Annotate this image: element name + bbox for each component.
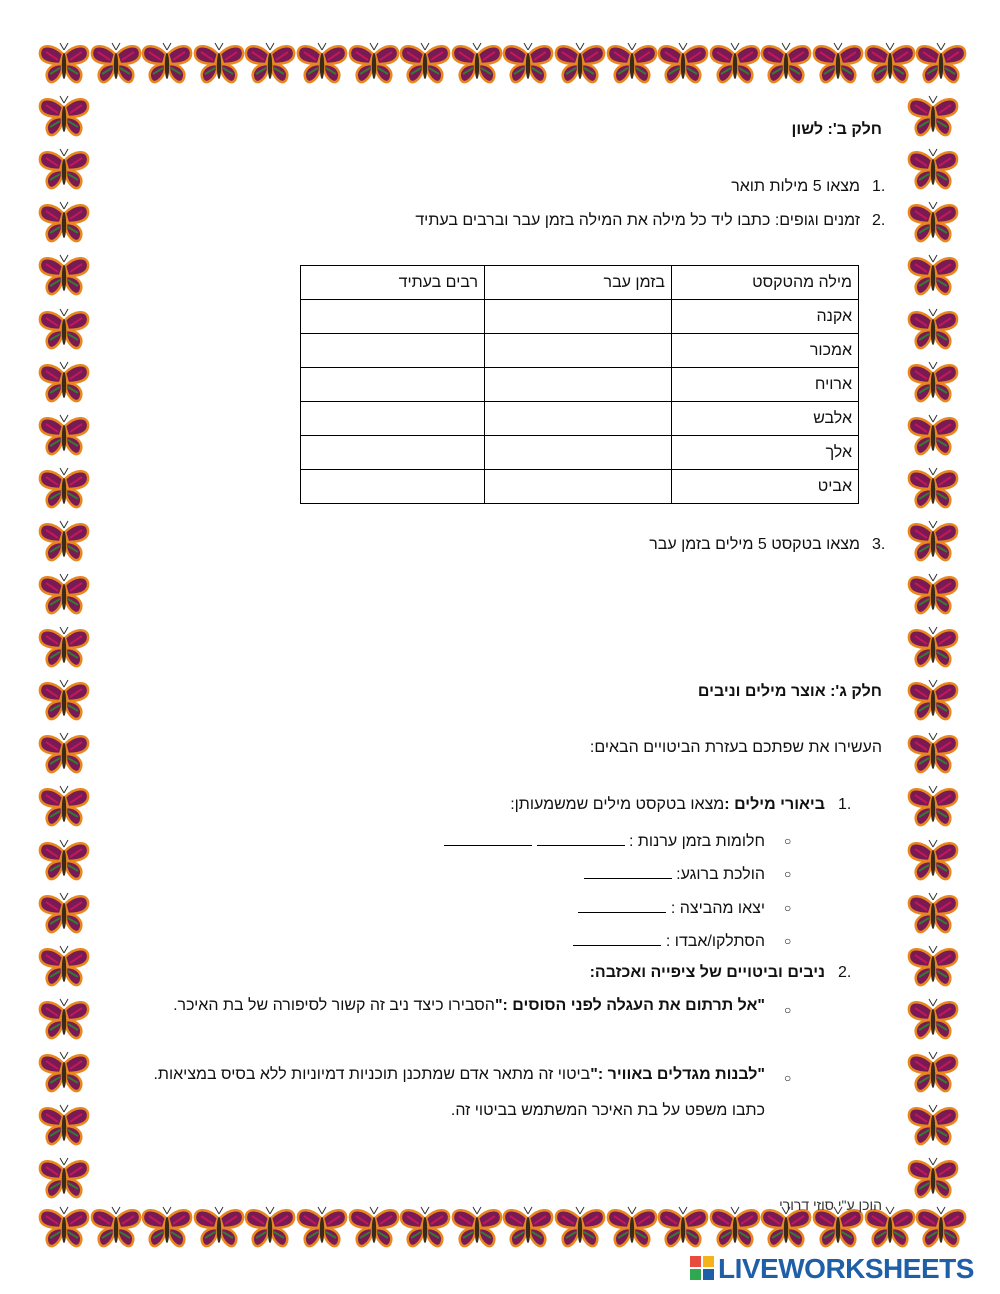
butterfly-icon bbox=[709, 42, 761, 88]
butterfly-icon bbox=[38, 945, 90, 991]
table-header-row bbox=[301, 266, 859, 300]
butterfly-icon bbox=[915, 1206, 967, 1252]
butterfly-icon bbox=[907, 414, 959, 460]
item2-number: 2. bbox=[838, 964, 852, 981]
butterfly-icon bbox=[38, 626, 90, 672]
item2-title: ניבים וביטויים של ציפייה ואכזבה: bbox=[589, 964, 825, 981]
q2-text: זמנים וגופים: כתבו ליד כל מילה את המילה בזמן עבר וברבים בעתיד bbox=[415, 212, 860, 229]
bullet-icon: ○ bbox=[784, 867, 792, 881]
idiom-2-rest: ביטוי זה מתאר אדם שמתכנן תוכניות דמיוניות ללא בסיס במציאות. כתבו משפט על בת האיכר המשתמש בביטוי זה. bbox=[153, 1066, 765, 1119]
butterfly-icon bbox=[606, 1206, 658, 1252]
q3-text: מצאו בטקסט 5 מילים בזמן עבר bbox=[649, 536, 860, 553]
butterfly-icon bbox=[907, 1051, 959, 1097]
butterfly-icon bbox=[296, 1206, 348, 1252]
butterfly-icon bbox=[38, 1206, 90, 1252]
butterfly-icon bbox=[657, 42, 709, 88]
bullet-icon: ○ bbox=[784, 1003, 792, 1017]
butterfly-icon bbox=[907, 945, 959, 991]
butterfly-icon bbox=[907, 626, 959, 672]
butterfly-icon bbox=[399, 42, 451, 88]
butterfly-icon bbox=[657, 1206, 709, 1252]
word-cell: אלבש bbox=[672, 402, 859, 436]
header-word: מילה מהטקסט bbox=[672, 266, 859, 300]
sub-item-3 bbox=[578, 898, 765, 918]
butterfly-icon bbox=[38, 42, 90, 88]
table-row bbox=[301, 300, 859, 334]
butterfly-icon bbox=[907, 839, 959, 885]
butterfly-icon bbox=[709, 1206, 761, 1252]
past-tense-cell[interactable] bbox=[485, 334, 672, 368]
future-plural-cell[interactable] bbox=[301, 300, 485, 334]
answer-blank[interactable] bbox=[573, 931, 661, 946]
butterfly-icon bbox=[193, 42, 245, 88]
future-plural-cell[interactable] bbox=[301, 368, 485, 402]
future-plural-cell[interactable] bbox=[301, 470, 485, 504]
table-row bbox=[301, 334, 859, 368]
past-tense-cell[interactable] bbox=[485, 300, 672, 334]
butterfly-icon bbox=[915, 42, 967, 88]
butterfly-icon bbox=[554, 42, 606, 88]
butterfly-icon bbox=[760, 42, 812, 88]
butterfly-icon bbox=[907, 308, 959, 354]
butterfly-icon bbox=[907, 148, 959, 194]
future-plural-cell[interactable] bbox=[301, 334, 485, 368]
butterfly-icon bbox=[38, 520, 90, 566]
liveworksheets-logo-text: LIVEWORKSHEETS bbox=[718, 1253, 974, 1284]
table-row bbox=[301, 402, 859, 436]
bullet-icon: ○ bbox=[784, 901, 792, 915]
butterfly-icon bbox=[38, 201, 90, 247]
past-tense-cell[interactable] bbox=[485, 368, 672, 402]
butterfly-icon bbox=[907, 998, 959, 1044]
butterfly-icon bbox=[812, 42, 864, 88]
word-cell: אביט bbox=[672, 470, 859, 504]
item1-line bbox=[510, 796, 825, 814]
bullet-icon: ○ bbox=[784, 834, 792, 848]
word-cell: אמכור bbox=[672, 334, 859, 368]
butterfly-icon bbox=[141, 1206, 193, 1252]
butterfly-icon bbox=[244, 1206, 296, 1252]
butterfly-icon bbox=[554, 1206, 606, 1252]
butterfly-icon bbox=[193, 1206, 245, 1252]
bullet-icon: ○ bbox=[784, 1071, 792, 1085]
idiom-2-bold: "לבנות מגדלים באוויר :" bbox=[590, 1066, 765, 1083]
word-cell: אלך bbox=[672, 436, 859, 470]
idiom-1-bold: "אל תרתום את העגלה לפני הסוסים :" bbox=[494, 997, 765, 1014]
butterfly-icon bbox=[38, 308, 90, 354]
butterfly-icon bbox=[296, 42, 348, 88]
butterfly-icon bbox=[38, 95, 90, 141]
butterfly-icon bbox=[244, 42, 296, 88]
butterfly-icon bbox=[399, 1206, 451, 1252]
butterfly-icon bbox=[38, 573, 90, 619]
sub-item-2 bbox=[584, 864, 765, 884]
butterfly-icon bbox=[38, 467, 90, 513]
past-tense-cell[interactable] bbox=[485, 470, 672, 504]
header-past: בזמן עבר bbox=[485, 266, 672, 300]
butterfly-icon bbox=[907, 254, 959, 300]
butterfly-icon bbox=[907, 679, 959, 725]
word-cell: אקנה bbox=[672, 300, 859, 334]
butterfly-icon bbox=[907, 732, 959, 778]
sub-item-2-label: הולכת ברוגע: bbox=[676, 866, 765, 883]
table-row bbox=[301, 368, 859, 402]
butterfly-icon bbox=[90, 42, 142, 88]
butterfly-icon bbox=[907, 201, 959, 247]
table-row bbox=[301, 436, 859, 470]
butterfly-icon bbox=[38, 998, 90, 1044]
header-future-plural: רבים בעתיד bbox=[301, 266, 485, 300]
q1-text: מצאו 5 מילות תואר bbox=[731, 178, 860, 195]
future-plural-cell[interactable] bbox=[301, 436, 485, 470]
section-b-title: חלק ב': לשון bbox=[791, 121, 882, 138]
butterfly-icon bbox=[38, 361, 90, 407]
butterfly-icon bbox=[907, 785, 959, 831]
butterfly-icon bbox=[451, 42, 503, 88]
table-row bbox=[301, 470, 859, 504]
butterfly-icon bbox=[38, 679, 90, 725]
butterfly-icon bbox=[38, 839, 90, 885]
butterfly-icon bbox=[90, 1206, 142, 1252]
butterfly-icon bbox=[141, 42, 193, 88]
butterfly-icon bbox=[38, 148, 90, 194]
butterfly-icon bbox=[502, 42, 554, 88]
sub-item-4 bbox=[573, 931, 765, 951]
butterfly-icon bbox=[38, 732, 90, 778]
section-c-title: חלק ג': אוצר מילים וניבים bbox=[697, 683, 882, 700]
idiom-1-rest: הסבירו כיצד ניב זה קשור לסיפורה של בת האיכר. bbox=[173, 997, 495, 1014]
butterfly-icon bbox=[864, 42, 916, 88]
past-tense-cell[interactable] bbox=[485, 402, 672, 436]
q1-number: 1. bbox=[872, 178, 886, 195]
butterfly-icon bbox=[502, 1206, 554, 1252]
bullet-icon: ○ bbox=[784, 934, 792, 948]
butterfly-icon bbox=[606, 42, 658, 88]
butterfly-icon bbox=[907, 892, 959, 938]
butterfly-icon bbox=[907, 467, 959, 513]
butterfly-icon bbox=[38, 1104, 90, 1150]
butterfly-icon bbox=[38, 414, 90, 460]
future-plural-cell[interactable] bbox=[301, 402, 485, 436]
answer-blank[interactable] bbox=[444, 831, 532, 846]
butterfly-icon bbox=[38, 1051, 90, 1097]
item1-rest: מצאו בטקסט מילים שמשמעותן: bbox=[510, 796, 725, 813]
idiom-2 bbox=[140, 1057, 765, 1129]
butterfly-icon bbox=[348, 42, 400, 88]
butterfly-icon bbox=[907, 361, 959, 407]
butterfly-icon bbox=[907, 1157, 959, 1203]
butterfly-icon bbox=[38, 785, 90, 831]
butterfly-icon bbox=[348, 1206, 400, 1252]
sub-item-1-label: חלומות בזמן ערנות : bbox=[628, 833, 765, 850]
butterfly-icon bbox=[907, 573, 959, 619]
butterfly-icon bbox=[38, 892, 90, 938]
answer-blank[interactable] bbox=[578, 898, 666, 913]
section-c-intro: העשירו את שפתכם בעזרת הביטויים הבאים: bbox=[589, 739, 882, 756]
sub-item-1 bbox=[444, 831, 765, 851]
butterfly-icon bbox=[907, 520, 959, 566]
idiom-1 bbox=[140, 988, 765, 1024]
butterfly-icon bbox=[38, 254, 90, 300]
q2-number: 2. bbox=[872, 212, 886, 229]
item1-bold: ביאורי מילים : bbox=[724, 796, 825, 813]
credit-text: הוכן ע"י סוזי דרורי bbox=[779, 1197, 882, 1213]
butterfly-icon bbox=[907, 1104, 959, 1150]
word-cell: ארויח bbox=[672, 368, 859, 402]
sub-item-4-label: הסתלקו/אבדו : bbox=[665, 933, 765, 950]
butterfly-icon bbox=[451, 1206, 503, 1252]
q3-number: 3. bbox=[872, 536, 886, 553]
liveworksheets-logo-icon bbox=[690, 1256, 714, 1280]
answer-blank[interactable] bbox=[584, 864, 672, 879]
sub-item-3-label: יצאו מהביצה : bbox=[670, 900, 765, 917]
butterfly-icon bbox=[907, 95, 959, 141]
butterfly-icon bbox=[38, 1157, 90, 1203]
past-tense-cell[interactable] bbox=[485, 436, 672, 470]
verb-table bbox=[300, 265, 859, 504]
item1-number: 1. bbox=[838, 796, 852, 813]
answer-blank[interactable] bbox=[537, 831, 625, 846]
